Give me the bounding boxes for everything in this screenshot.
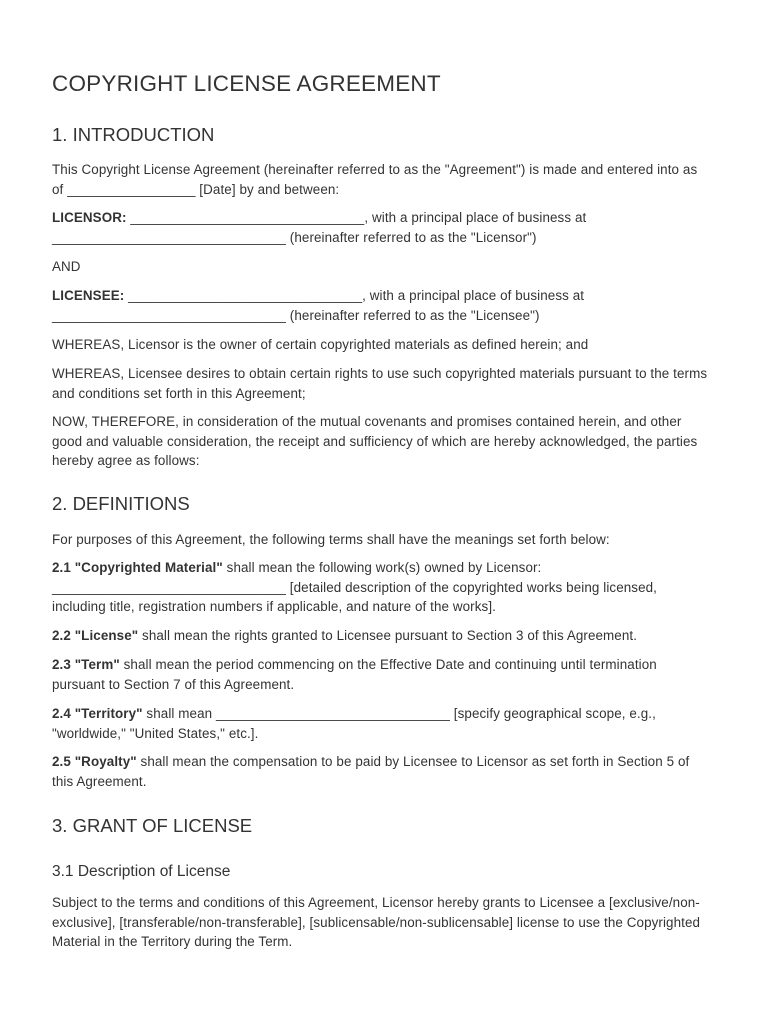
definition-label: 2.4 "Territory" xyxy=(52,706,143,721)
section-3-heading: 3. GRANT OF LICENSE xyxy=(52,815,253,836)
section-2-heading: 2. DEFINITIONS xyxy=(52,493,190,514)
licensee-paragraph xyxy=(52,286,692,325)
intro-paragraph: This Copyright License Agreement (hereinafter referred to as the "Agreement") is made and entered into as of _________________ [Date] by and between: xyxy=(52,162,698,197)
definitions-intro: For purposes of this Agreement, the following terms shall have the meanings set forth below: xyxy=(52,532,610,547)
definition-royalty xyxy=(52,752,712,791)
licensee-label: LICENSEE: xyxy=(52,288,125,303)
definition-license xyxy=(52,626,742,646)
and-text: AND xyxy=(52,259,81,274)
section-1-heading: 1. INTRODUCTION xyxy=(52,124,215,145)
whereas-2: WHEREAS, Licensee desires to obtain certain rights to use such copyrighted materials pursuant to the terms and conditions set forth in this Agreement; xyxy=(52,366,708,401)
definition-copyrighted-material xyxy=(52,558,682,617)
definition-label: 2.1 "Copyrighted Material" xyxy=(52,560,223,575)
whereas-1: WHEREAS, Licensor is the owner of certain copyrighted materials as defined herein; and xyxy=(52,337,589,352)
definition-label: 2.5 "Royalty" xyxy=(52,754,137,769)
definition-term xyxy=(52,655,692,694)
definition-text: shall mean the rights granted to Licensee pursuant to Section 3 of this Agreement. xyxy=(138,628,638,643)
definition-text: shall mean the following work(s) owned by Licensor: _______________________________ [detailed description of the copyrighted works being licensed, including title, registration numbers if applicable, and nature of the works]. xyxy=(52,560,658,614)
subsection-3-1-heading: 3.1 Description of License xyxy=(52,863,231,880)
definition-label: 2.2 "License" xyxy=(52,628,139,643)
licensee-text: _______________________________, with a principal place of business at _______________________________ (hereinafter referred to as the "Licensee") xyxy=(52,288,585,323)
definition-territory xyxy=(52,704,722,743)
definition-label: 2.3 "Term" xyxy=(52,657,120,672)
document-title: COPYRIGHT LICENSE AGREEMENT xyxy=(52,71,441,96)
licensor-text: _______________________________, with a principal place of business at _______________________________ (hereinafter referred to as the "Licensor") xyxy=(52,210,587,245)
definition-text: shall mean _______________________________ [specify geographical scope, e.g., "worldwide," "United States," etc.]. xyxy=(52,706,656,741)
now-therefore: NOW, THEREFORE, in consideration of the mutual covenants and promises contained herein, and other good and valuable consideration, the receipt and sufficiency of which are hereby acknowledged, the parties hereby agree as follows: xyxy=(52,414,698,468)
definition-text: shall mean the period commencing on the Effective Date and continuing until termination pursuant to Section 7 of this Agreement. xyxy=(52,657,657,692)
licensor-paragraph xyxy=(52,208,692,247)
licensor-label: LICENSOR: xyxy=(52,210,127,225)
grant-paragraph: Subject to the terms and conditions of this Agreement, Licensor hereby grants to Licensee a [exclusive/non-exclusive], [transferable/non-transferable], [sublicensable/non-sublicensable] license to use the Copyrighted Material in the Territory during the Term. xyxy=(52,895,701,949)
definition-text: shall mean the compensation to be paid by Licensee to Licensor as set forth in Section 5 of this Agreement. xyxy=(52,754,690,789)
